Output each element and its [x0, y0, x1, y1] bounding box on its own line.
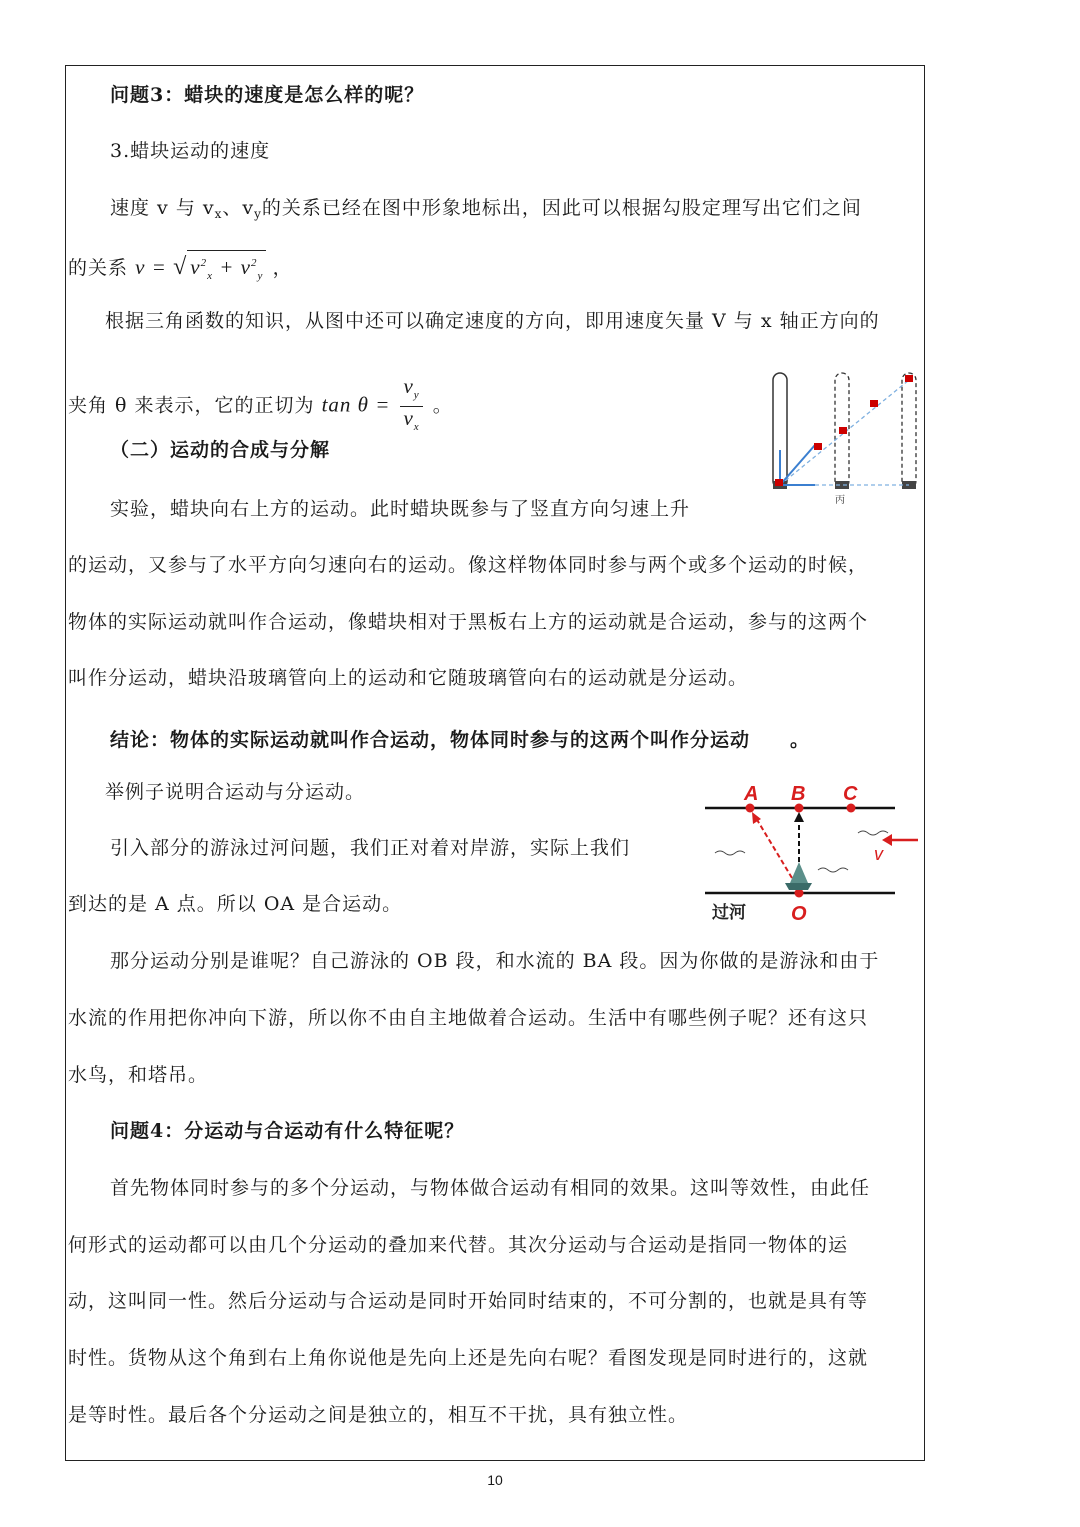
wax-block-3 [839, 427, 847, 434]
boat-icon [785, 883, 812, 890]
conclusion-end: 。 [790, 729, 811, 751]
paragraph-6-line-4: 时性。货物从这个角到右上角你说他是先向上还是先向右呢？看图发现是同时进行的，这就 [68, 1347, 869, 1369]
frac-num-sub: y [413, 389, 420, 402]
formula-v-eq: v = [135, 255, 167, 279]
wave-3 [818, 868, 848, 872]
sqrt-body [187, 250, 266, 288]
label-c: C [843, 783, 858, 805]
oa-line [756, 818, 792, 878]
tan-fraction [400, 375, 422, 438]
paragraph-6-line-1: 首先物体同时参与的多个分运动，与物体做合运动有相同的效果。这叫等效性，由此任 [110, 1177, 871, 1199]
label-o: O [791, 903, 807, 925]
question-3: 问题3：蜡块的速度是怎么样的呢？ [110, 84, 425, 106]
example-line: 举例子说明合运动与分运动。 [105, 781, 366, 803]
paragraph-4-line-2: 到达的是 A 点。所以 OA 是合运动。 [68, 893, 403, 915]
paragraph-3-line-1: 实验，蜡块向右上方的运动。此时蜡块既参与了竖直方向匀速上升 [110, 498, 691, 520]
wax-block-1 [775, 479, 783, 486]
section-3-title: 3.蜡块运动的速度 [110, 140, 271, 162]
frac-num: v [403, 374, 414, 398]
vx-base: v [190, 255, 201, 279]
question-4: 问题4：分运动与合运动有什么特征呢？ [110, 1120, 465, 1142]
paragraph-5-line-2: 水流的作用把你冲向下游，所以你不由自主地做着合运动。生活中有哪些例子呢？还有这只 [68, 1007, 869, 1029]
paragraph-3-line-3: 物体的实际运动就叫作合运动，像蜡块相对于黑板右上方的运动就是合运动，参与的这两个 [68, 611, 869, 633]
wax-block-4 [870, 400, 878, 407]
paragraph-2-line-1: 根据三角函数的知识，从图中还可以确定速度的方向，即用速度矢量 V 与 x 轴正方向的 [105, 310, 880, 332]
label-v: v [874, 844, 883, 864]
wax-block-5 [905, 375, 913, 382]
frac-den-sub: x [413, 421, 420, 434]
p2b-pre: 夹角 θ 来表示，它的正切为 [68, 394, 315, 417]
vy-sub: y [257, 270, 264, 283]
boat-sail [790, 862, 808, 883]
p1b-pre: 的关系 [68, 257, 129, 279]
p2b-post: 。 [432, 394, 453, 417]
paragraph-1-line-1 [110, 195, 862, 227]
speed-formula [135, 254, 273, 283]
p1a-pre: 速度 v 与 v [110, 197, 215, 219]
vy-sq: 2 [250, 257, 258, 269]
frac-den: v [403, 406, 414, 431]
conclusion-text: 结论：物体的实际运动就叫作合运动，物体同时参与的这两个叫作分运动 [110, 729, 751, 751]
p1a-post: 的关系已经在图中形象地标出，因此可以根据勾股定理写出它们之间 [261, 197, 862, 219]
wave-2 [858, 831, 888, 835]
heading-2: （二）运动的合成与分解 [110, 439, 331, 461]
wax-block-2 [814, 443, 822, 450]
vx-sub: x [207, 270, 213, 283]
tan-prefix: tan θ = [321, 392, 391, 417]
ob-arrowhead [794, 812, 804, 822]
paragraph-6-line-3: 动，这叫同一性。然后分运动与合运动是同时开始同时结束的，不可分割的，也就是具有等 [68, 1290, 869, 1312]
paragraph-3-line-4: 叫作分运动，蜡块沿玻璃管向上的运动和它随玻璃管向右的运动就是分运动。 [68, 667, 749, 689]
fig1-label: 丙 [835, 495, 845, 506]
wave-1 [715, 851, 745, 855]
current-arrowhead [882, 834, 892, 846]
conclusion [110, 727, 810, 753]
label-b: B [791, 783, 806, 805]
vy-base: v [240, 255, 251, 279]
wax-block-figure [765, 365, 925, 510]
tube-3 [902, 373, 916, 489]
plus-sign: + [219, 255, 235, 279]
formula-comma: ， [272, 257, 293, 279]
label-a: A [744, 783, 759, 805]
paragraph-1-line-2 [68, 250, 293, 288]
velocity-arrow [780, 445, 815, 485]
paragraph-5-line-3: 水鸟，和塔吊。 [68, 1064, 209, 1086]
vx-sq: 2 [200, 257, 208, 269]
paragraph-6-line-5: 是等时性。最后各个分运动之间是独立的，相互不干扰，具有独立性。 [68, 1404, 689, 1426]
sub-x: x [214, 207, 223, 221]
paragraph-4-line-1: 引入部分的游泳过河问题，我们正对着对岸游，实际上我们 [110, 837, 631, 859]
river-crossing-figure [700, 778, 925, 928]
paragraph-2-line-2 [68, 375, 453, 438]
fig2-caption: 过河 [712, 903, 746, 922]
p1a-mid: 、v [222, 197, 255, 219]
page-number: 10 [487, 1472, 503, 1488]
paragraph-5-line-1: 那分运动分别是谁呢？自己游泳的 OB 段，和水流的 BA 段。因为你做的是游泳和由于 [110, 950, 880, 972]
paragraph-3-line-2: 的运动，又参与了水平方向匀速向右的运动。像这样物体同时参与两个或多个运动的时候， [68, 554, 869, 576]
sqrt-sign: √ [173, 254, 188, 280]
sub-y: y [254, 207, 262, 221]
paragraph-6-line-2: 何形式的运动都可以由几个分运动的叠加来代替。其次分运动与合运动是指同一物体的运 [68, 1234, 849, 1256]
